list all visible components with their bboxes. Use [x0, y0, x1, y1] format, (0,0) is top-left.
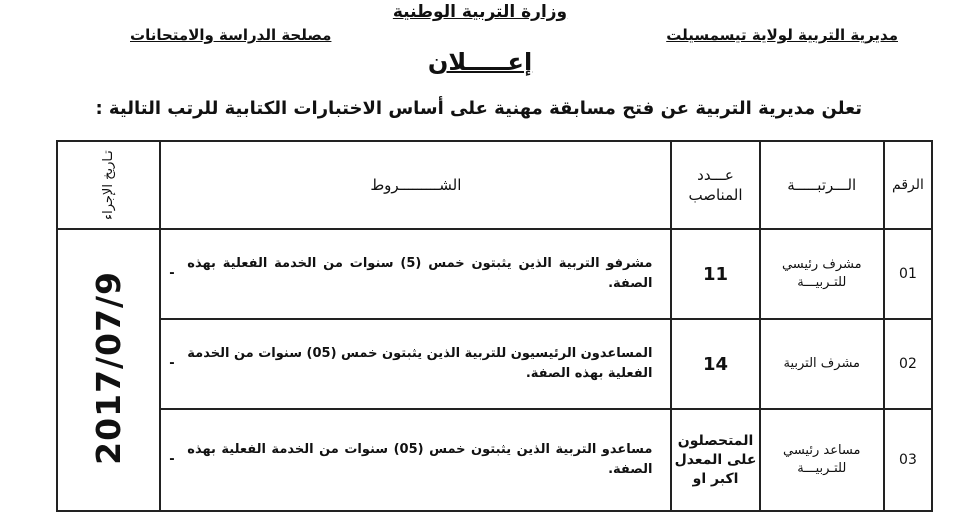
- exam-date: 2017/07/9: [89, 271, 129, 465]
- row-number: 02: [884, 319, 932, 409]
- bullet-dash: -: [169, 266, 175, 281]
- table-row: [57, 229, 932, 319]
- bullet-dash: -: [169, 452, 175, 467]
- header-conditions: الشـــــــــروط: [160, 141, 671, 229]
- announcement-title: إعـــــلان: [427, 48, 533, 76]
- row-rank: مشرف التربية: [760, 319, 884, 409]
- row-rank: مشرف رئيسي للتـربيـــة: [760, 229, 884, 319]
- directorate-name: مديرية التربية لولاية تيسمسيلت: [666, 26, 898, 44]
- header-rank: الـــرتبـــــة: [760, 141, 884, 229]
- table-row: [57, 409, 932, 511]
- row-conditions: المساعدون الرئيسيون للتربية الذين يثبتون خمس (05) سنوات من الخدمة الفعلية بهذه الصفة. -: [160, 319, 671, 409]
- row-conditions: مساعدو التربية الذين يثبتون خمس (05) سنوات من الخدمة الفعلية بهذه الصفة. -: [160, 409, 671, 511]
- row-number: 03: [884, 409, 932, 511]
- header-posts: عـــدد المناصب: [671, 141, 759, 229]
- row-posts: 11: [671, 229, 759, 319]
- announcement-intro: تعلن مديرية التربية عن فتح مسابقة مهنية على أساس الاختبارات الكتابية للرتب التالية :: [95, 98, 862, 119]
- row-conditions: مشرفو التربية الذين يثبتون خمس (5) سنوات من الخدمة الفعلية بهذه الصفة. -: [160, 229, 671, 319]
- row-number: 01: [884, 229, 932, 319]
- row-posts: المتحصلون على المعدل اكبر او: [671, 409, 759, 511]
- table-row: [57, 319, 932, 409]
- header-number: الرقم: [884, 141, 932, 229]
- ministry-title: وزارة التربية الوطنية: [392, 2, 568, 22]
- row-rank: مساعد رئيسي للتـربيـــة: [760, 409, 884, 511]
- bullet-dash: -: [169, 356, 175, 371]
- table-header-row: [57, 141, 932, 229]
- ranks-table: [56, 140, 933, 512]
- exam-date-cell: [57, 229, 160, 511]
- service-name: مصلحة الدراسة والامتحانات: [130, 26, 332, 44]
- row-posts: 14: [671, 319, 759, 409]
- header-date: تـاريخ الإجراء: [57, 141, 160, 229]
